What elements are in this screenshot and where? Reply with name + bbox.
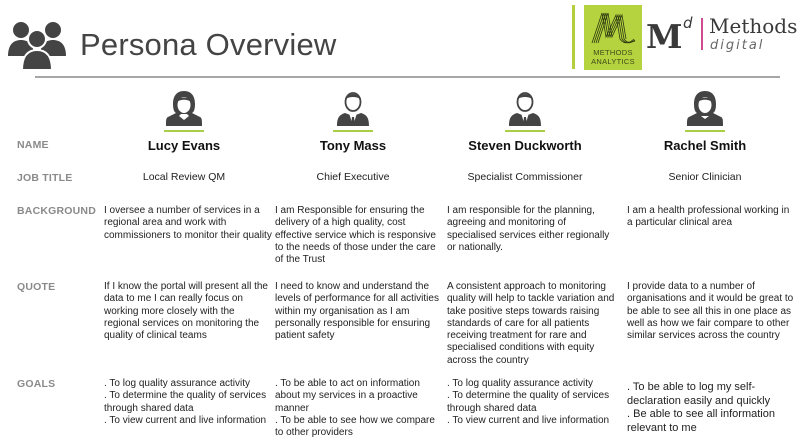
methods-analytics-text-1: METHODS [593,48,633,57]
persona-job-title: Chief Executive [316,171,390,183]
row-label-background: BACKGROUND [17,205,96,217]
goal-item: . To view current and live information [104,414,267,426]
methods-digital-name: Methods [709,14,798,38]
persona-background: I am Responsible for ensuring the delivery of a high quality, cost effective service which is responsive to the needs of those under the care of the Trust [275,205,436,266]
page-title: Persona Overview [80,27,337,62]
female-avatar-icon [685,90,725,126]
methods-analytics-scribble-icon [590,9,636,47]
persona-background: I am responsible for the planning, agreeing and monitoring of specialised services either regionally or nationally. [447,205,610,253]
avatar-underline [333,130,373,132]
row-label-name: NAME [17,139,49,151]
methods-analytics-logo [584,5,642,70]
title-divider [35,76,780,78]
row-label-quote: QUOTE [17,281,56,293]
persona-goals [627,381,800,435]
logo-divider [572,5,575,69]
methods-digital-sup: d [683,14,693,32]
goal-item: . To determine the quality of services through shared data [447,390,610,414]
goal-item: . To be able to log my self-declaration easily and quickly [627,381,771,407]
persona-name: Rachel Smith [663,138,747,153]
avatar-underline [685,130,725,132]
goal-item: . To determine the quality of services through shared data [104,390,267,414]
male-suit-avatar-icon [333,90,373,126]
people-group-icon [8,18,66,70]
persona-goals [104,378,272,427]
page-header [0,0,800,80]
female-avatar-icon [164,90,204,126]
avatar-underline [505,130,545,132]
row-label-goals: GOALS [17,378,56,390]
goal-item: . To log quality assurance activity [447,378,594,389]
methods-digital-mark: M [646,17,683,56]
goal-item: . Be able to see all information relevant to me [627,408,775,434]
goal-item: . To be able to see how we compare to other providers [275,414,435,439]
persona-name: Lucy Evans [147,138,221,153]
persona-job-title: Specialist Commissioner [467,171,583,183]
persona-background: I am a health professional working in a particular clinical area [627,205,790,229]
persona-name: Steven Duckworth [468,138,582,153]
methods-analytics-text-2: ANALYTICS [591,57,635,66]
methods-digital-sub: digital [710,38,765,53]
row-label-job-title: JOB TITLE [17,172,73,184]
persona-goals [447,378,615,427]
persona-quote: I provide data to a number of organisations and it would be great to be able to see all this in one place as well as how we fair compare to other similar services across the country [627,281,794,342]
goal-item: . To log quality assurance activity [104,378,251,389]
persona-name: Tony Mass [319,138,387,153]
male-suit-avatar-icon [505,90,545,126]
persona-quote: A consistent approach to monitoring quality will help to tackle variation and take positive steps towards raising standards of care for all patients receiving treatment for rare and specialised conditions with equity across the country [447,281,615,366]
goal-item: . To view current and live information [447,414,610,426]
persona-quote: I need to know and understand the levels of performance for all activities within my organisation as I am personally responsible for ensuring patient safety [275,281,439,342]
persona-job-title: Senior Clinician [668,171,742,183]
avatar-underline [164,130,204,132]
persona-quote: If I know the portal will present all the data to me I can really focus on working more closely with the regional services on monitoring the quality of clinical teams [104,281,268,342]
persona-job-title: Local Review QM [142,171,226,183]
goal-item: . To be able to act on information about my services in a proactive manner [275,378,420,414]
methods-digital-pipe [701,18,703,50]
persona-goals [275,378,443,439]
persona-background: I oversee a number of services in a regional area and work with commissioners to monitor their quality [104,205,272,241]
